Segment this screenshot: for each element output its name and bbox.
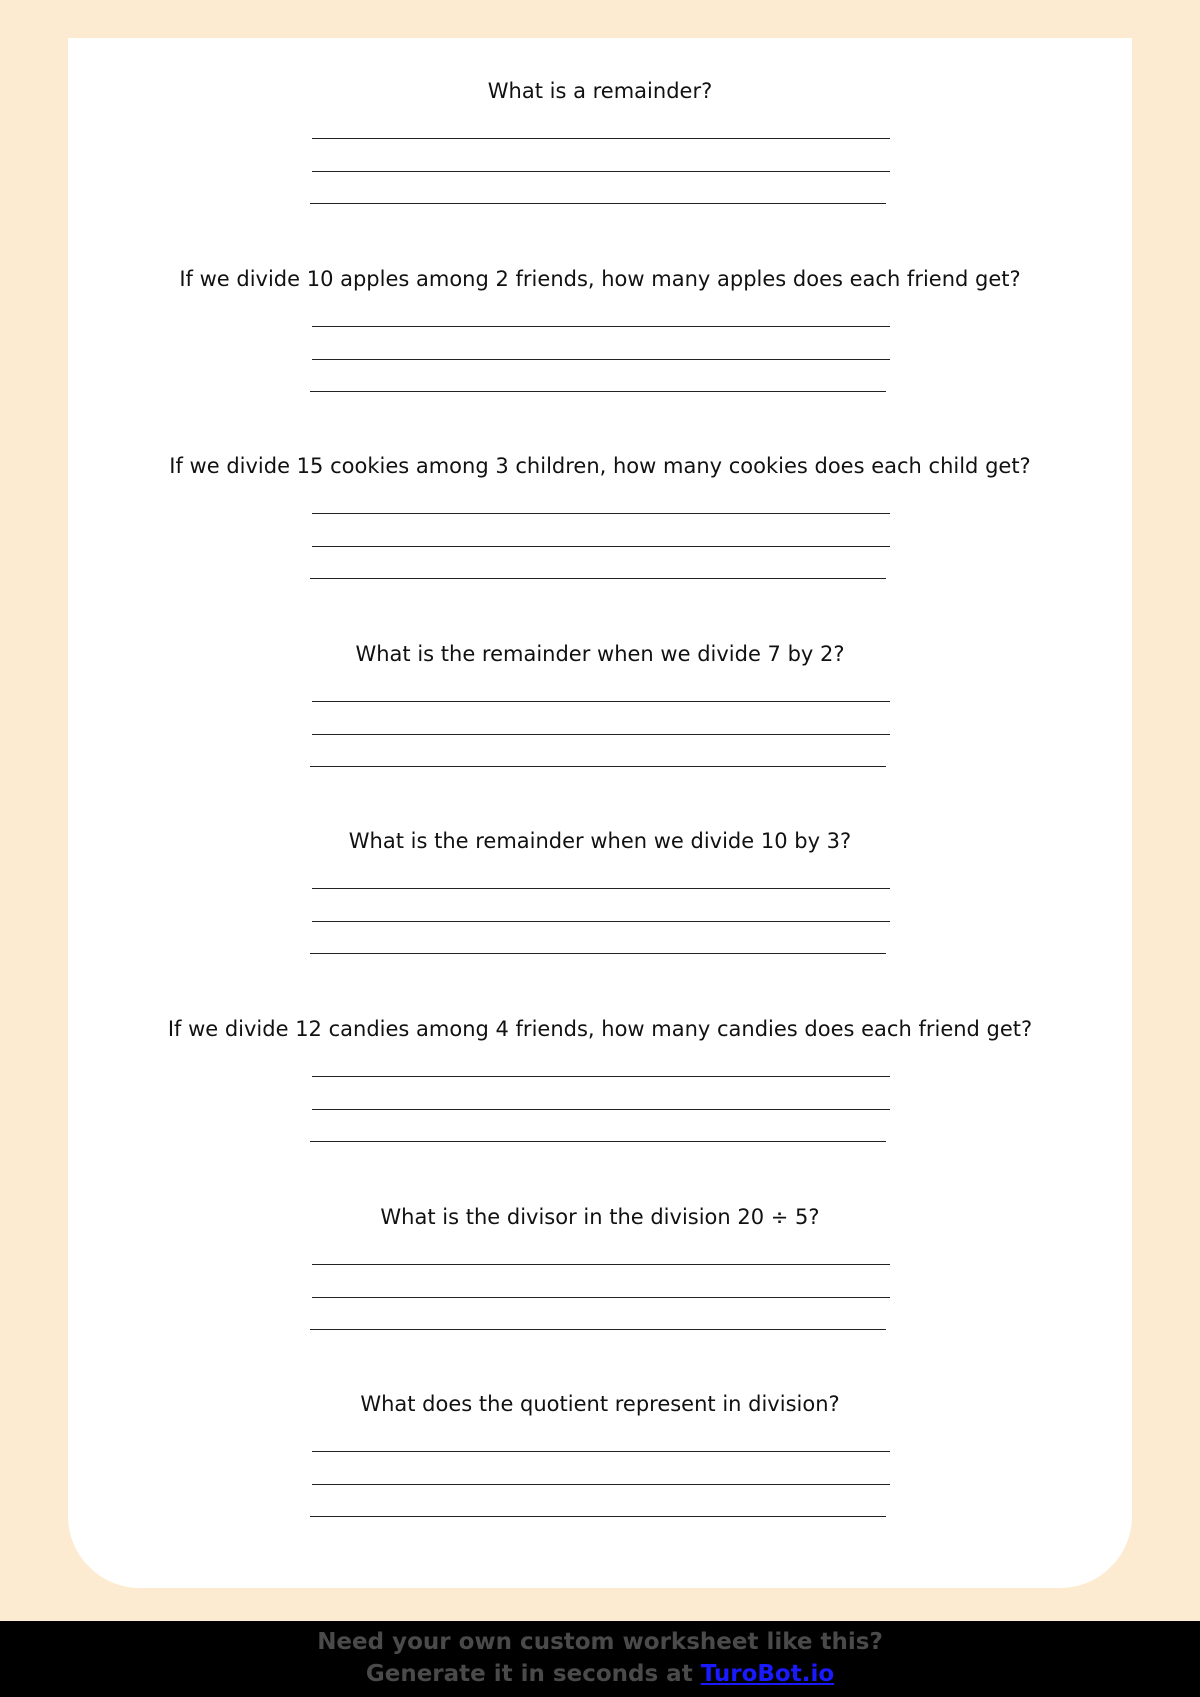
question-7	[68, 1204, 1132, 1230]
question-text: If we divide 15 cookies among 3 children, how many cookies does each child get?	[169, 454, 1031, 478]
answer-line	[312, 513, 890, 514]
footer-subline	[0, 1658, 1200, 1690]
question-text: What is the remainder when we divide 10 by 3?	[348, 829, 852, 853]
answer-line	[312, 734, 890, 735]
answer-line	[312, 1484, 890, 1485]
answer-line	[310, 203, 886, 204]
answer-line	[310, 578, 886, 579]
answer-line	[312, 326, 890, 327]
question-4	[68, 641, 1132, 667]
answer-line	[310, 391, 886, 392]
answer-line	[312, 171, 890, 172]
question-text: What does the quotient represent in division?	[360, 1392, 840, 1416]
answer-line	[310, 1516, 886, 1517]
question-5	[68, 828, 1132, 854]
answer-line	[310, 766, 886, 767]
question-6	[68, 1016, 1132, 1042]
question-text: If we divide 10 apples among 2 friends, how many apples does each friend get?	[179, 267, 1021, 291]
footer-headline: Need your own custom worksheet like this?	[317, 1629, 883, 1655]
answer-line	[310, 1329, 886, 1330]
turobot-link[interactable]: TuroBot.io	[700, 1661, 835, 1687]
answer-line	[310, 953, 886, 954]
answer-line	[312, 1109, 890, 1110]
question-text: What is the divisor in the division 20 ÷ 5?	[380, 1205, 820, 1229]
answer-line	[312, 1451, 890, 1452]
answer-line	[312, 1076, 890, 1077]
question-text: If we divide 12 candies among 4 friends, how many candies does each friend get?	[167, 1017, 1033, 1041]
question-text: What is a remainder?	[487, 79, 713, 103]
answer-line	[312, 888, 890, 889]
answer-line	[312, 138, 890, 139]
answer-line	[312, 359, 890, 360]
question-8	[68, 1391, 1132, 1417]
answer-line	[312, 1297, 890, 1298]
footer-subline-text: Generate it in seconds at	[365, 1661, 701, 1687]
question-2	[68, 266, 1132, 292]
question-text: What is the remainder when we divide 7 by 2?	[355, 642, 845, 666]
question-1	[68, 78, 1132, 104]
answer-line	[312, 921, 890, 922]
promo-footer	[0, 1621, 1200, 1697]
worksheet-card	[68, 38, 1132, 1588]
question-3	[68, 453, 1132, 479]
answer-line	[312, 701, 890, 702]
answer-line	[312, 1264, 890, 1265]
answer-line	[310, 1141, 886, 1142]
answer-line	[312, 546, 890, 547]
